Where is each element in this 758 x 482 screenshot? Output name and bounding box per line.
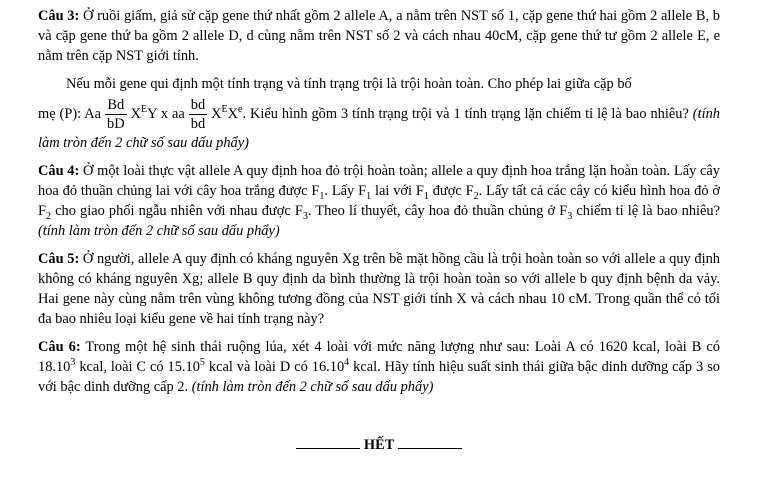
question-5-label: Câu 5: — [38, 251, 80, 267]
end-marker — [38, 435, 720, 455]
fraction-1-denominator: bD — [107, 116, 125, 132]
q4-sub-1: 1 — [319, 190, 325, 202]
q4-text-6: cho giao phối ngẫu nhiên với nhau được F — [51, 203, 303, 219]
cross-sup-2: E — [221, 104, 228, 116]
fraction-1-numerator: Bd — [105, 96, 127, 115]
q4-sub-4: 2 — [473, 190, 479, 202]
q6-text-4: kcal. Hãy tính hiệu suất sinh thái giữa bậc dinh dưỡng cấp 3 so với bậc dinh dưỡng cấp 2. — [38, 359, 720, 395]
q4-text-1: Ở một loài thực vật allele A quy định hoa đỏ trội hoàn toàn; allele a quy định hoa trắng lặn hoàn toàn. Lấy cây hoa đỏ thuần chủng lai với cây hoa trắng được F — [38, 163, 720, 199]
q4-sub-5: 2 — [46, 210, 52, 222]
q4-text-5: . Lấy tất cả các cây có kiểu hình hoa đỏ ở F — [38, 183, 720, 219]
fraction-2-numerator: bd — [190, 97, 206, 113]
question-4-note: (tính làm tròn đến 2 chữ số sau dấu phẩy) — [38, 223, 280, 239]
q4-sub-3: 1 — [423, 190, 429, 202]
end-rule-right — [398, 448, 462, 449]
genotype-fraction-1 — [105, 96, 127, 133]
question-4 — [38, 161, 720, 241]
question-3-paragraph-2: Nếu mỗi gene qui định một tính trạng và tính trạng trội là trội hoàn toàn. Cho phép lai giữa cặp bố — [66, 76, 632, 92]
q6-exp-2: 5 — [199, 357, 205, 369]
question-3-text: Ở ruồi giấm, giả sử cặp gene thứ nhất gồm 2 allele A, a nằm trên NST số 1, cặp gene thứ hai gồm 2 allele B, b và cặp gene thứ ba gồm 2 allele D, d cùng nằm trên NST số 2 và cách nhau 40cM, cặp gene thứ tư gồm 2 allele E, e nằm trên cặp NST giới tính. — [38, 8, 720, 64]
question-6-note: (tính làm tròn đến 2 chữ số sau dấu phẩy) — [191, 379, 434, 395]
question-3-label: Câu 3: — [38, 8, 80, 24]
question-6 — [38, 337, 720, 397]
question-3-cross — [38, 96, 720, 153]
cross-prefix: mẹ (P): Aa — [38, 105, 106, 122]
cross-x2: X — [207, 105, 222, 122]
q4-text-3: lai với F — [371, 183, 424, 199]
fraction-2-denominator: bd — [190, 116, 206, 132]
q4-sub-6: 3 — [302, 210, 308, 222]
q4-sub-7: 3 — [567, 210, 573, 222]
genotype-fraction-2 — [189, 96, 207, 133]
question-5-text: Ở người, allele A quy định có kháng nguyên Xg trên bề mặt hồng cầu là trội hoàn toàn so với allele a quy định không có kháng nguyên Xg; allele B quy định da bình thường là trội hoàn toàn so với allele b quy định bệnh da vảy. Hai gene này cùng nằm trên vùng không tương đồng của NST giới tính X và cách nhau 10 cM. Trong quần thể có tối đa bao nhiêu loại kiểu gene về hai tính trạng này? — [38, 251, 721, 327]
q4-text-8: chiếm tỉ lệ là bao nhiêu? — [572, 203, 720, 219]
q4-text-4: được F — [428, 183, 474, 199]
q4-text-2: . Lấy F — [324, 183, 367, 199]
q6-text-1: Trong một hệ sinh thái ruộng lúa, xét 4 loài với mức năng lượng như sau: Loài A có 1620 kcal, loài B có 18.10 — [38, 339, 720, 375]
cross-mid: Y x aa — [147, 105, 189, 122]
cross-x1: X — [126, 105, 141, 122]
question-3-note: (tính làm tròn đến 2 chữ số sau dấu phẩy) — [38, 105, 720, 151]
question-4-label: Câu 4: — [38, 163, 80, 179]
q6-exp-3: 4 — [344, 357, 350, 369]
q4-sub-2: 1 — [366, 190, 372, 202]
q6-text-2: kcal, loài C có 15.10 — [75, 359, 200, 375]
end-label: HẾT — [363, 437, 395, 453]
cross-sup-1: E — [140, 104, 148, 116]
document-page — [38, 6, 720, 455]
cross-x3: X — [227, 105, 238, 122]
q6-text-3: kcal và loài D có 16.10 — [204, 359, 345, 375]
end-rule-left — [296, 448, 360, 449]
cross-sup-3: e — [238, 104, 243, 116]
question-6-label: Câu 6: — [38, 339, 81, 355]
question-3 — [38, 6, 720, 66]
cross-rest: . Kiểu hình gồm 3 tính trạng trội và 1 tính trạng lặn chiếm tỉ lệ là bao nhiêu? — [242, 105, 689, 122]
question-5 — [38, 249, 720, 329]
q6-exp-1: 3 — [70, 357, 76, 369]
q4-text-7: . Theo lí thuyết, cây hoa đỏ thuần chủng ở F — [307, 203, 568, 219]
